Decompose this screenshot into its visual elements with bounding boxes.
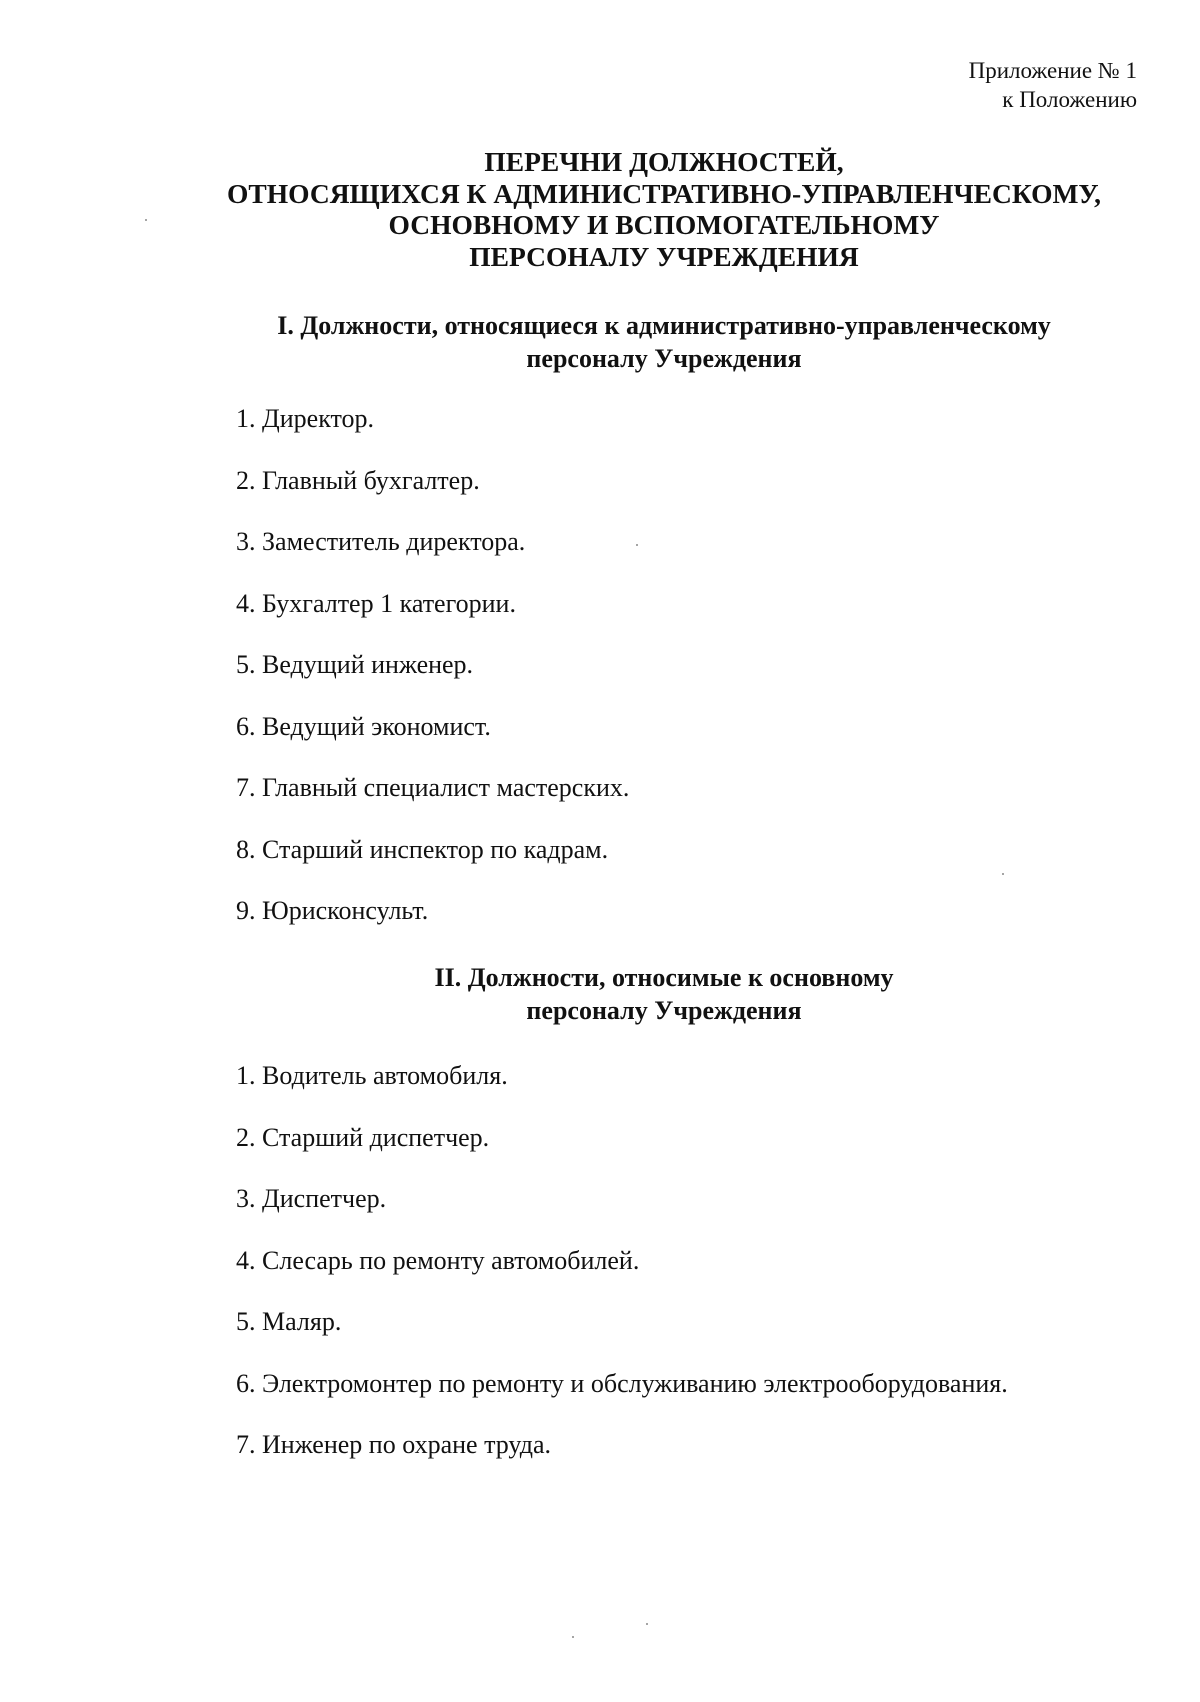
position-list-administrative [236,404,629,958]
list-item: 5. Ведущий инженер. [236,650,474,679]
scan-speck [572,1636,574,1638]
list-item: 8. Старший инспектор по кадрам. [236,834,609,864]
scan-speck [1002,873,1004,875]
section-heading-line: персоналу Учреждения [526,344,802,373]
list-item: 1. Водитель автомобиля. [236,1061,508,1090]
list-item: 9. Юрисконсульт. [236,896,429,925]
title-line: ОСНОВНОМУ И ВСПОМОГАТЕЛЬНОМУ [388,209,940,240]
appendix-number: Приложение № 1 [968,58,1137,83]
list-item: 3. Диспетчер. [236,1184,387,1213]
list-item: 6. Ведущий экономист. [236,711,491,741]
list-item: 7. Инженер по охране труда. [236,1430,552,1459]
appendix-target: к Положению [1002,87,1137,112]
list-item: 6. Электромонтер по ремонту и обслуживанию электрооборудования. [236,1368,1008,1398]
title-line: ПЕРСОНАЛУ УЧРЕЖДЕНИЯ [469,240,859,272]
list-item: 2. Старший диспетчер. [236,1122,490,1152]
document-title [0,146,1200,272]
section-heading-administrative [0,309,1200,375]
title-line: ПЕРЕЧНИ ДОЛЖНОСТЕЙ, [484,146,844,177]
section-heading-main [0,961,1200,1027]
appendix-reference [969,56,1137,114]
section-heading-line: II. Должности, относимые к основному [434,963,894,992]
list-item: 2. Главный бухгалтер. [236,465,480,495]
scan-speck [646,1623,648,1625]
list-item: 3. Заместитель директора. [236,527,526,556]
list-item: 5. Маляр. [236,1307,342,1336]
section-heading-line: I. Должности, относящиеся к административно-управленческому [277,311,1051,340]
section-heading-line: персоналу Учреждения [526,996,802,1025]
scan-speck [145,219,147,221]
list-item: 4. Бухгалтер 1 категории. [236,588,516,618]
list-item: 7. Главный специалист мастерских. [236,773,630,802]
list-item: 1. Директор. [236,404,374,433]
title-line: ОТНОСЯЩИХСЯ К АДМИНИСТРАТИВНО-УПРАВЛЕНЧЕСКОМУ, [226,177,1101,209]
position-list-main [236,1061,1008,1492]
list-item: 4. Слесарь по ремонту автомобилей. [236,1245,640,1275]
scan-speck [636,544,638,546]
